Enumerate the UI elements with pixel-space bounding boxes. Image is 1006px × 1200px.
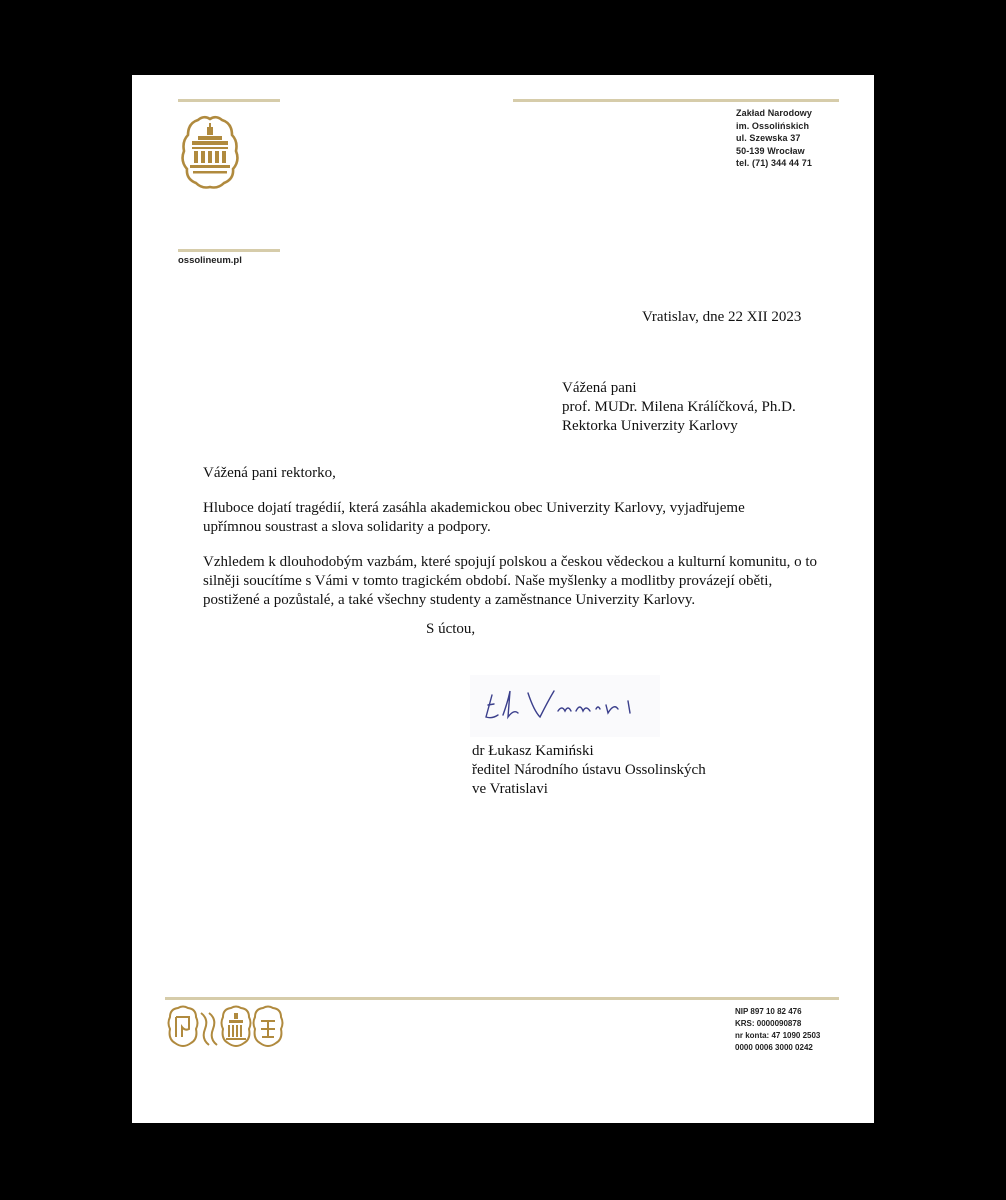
paragraph: Hluboce dojatí tragédií, která zasáhla akademickou obec Univerzity Karlovy, vyjadřujeme upřímnou soustrast a slova solidarity a podpory.	[203, 500, 745, 535]
website-link[interactable]: ossolineum.pl	[178, 255, 242, 266]
paragraph: Vzhledem k dlouhodobým vazbám, které spojují polskou a českou vědeckou a kulturní komunitu, o to silněji soucítíme s Vámi v tomto tragickém období. Naše myšlenky a modlitby provázejí oběti, postižené a pozůstalé, a také všechny studenty a zaměstnance Univerzity Karlovy.	[203, 554, 818, 608]
footer-rule	[165, 997, 839, 1000]
signer-block	[472, 742, 706, 799]
ossolineum-footer-emblems-icon	[165, 1005, 287, 1051]
date-line: Vratislav, dne 22 XII 2023	[642, 309, 802, 325]
recipient-line: Vážená pani	[562, 380, 637, 396]
signer-line: ředitel Národního ústavu Ossolinských	[472, 762, 706, 778]
website-rule	[178, 249, 280, 252]
signature-icon	[470, 675, 660, 737]
signer-line: dr Łukasz Kamiński	[472, 743, 594, 759]
ossolineum-logo-icon	[178, 111, 242, 193]
registration-info	[735, 1006, 820, 1054]
registration-line: NIP 897 10 82 476	[735, 1007, 802, 1016]
address-line: im. Ossolińskich	[736, 120, 810, 131]
recipient-block	[562, 379, 796, 436]
signer-line: ve Vratislavi	[472, 781, 548, 797]
registration-line: 0000 0006 3000 0242	[735, 1043, 813, 1052]
address-line: 50-139 Wrocław	[736, 145, 805, 156]
address-line: ul. Szewska 37	[736, 133, 801, 143]
address-line: tel. (71) 344 44 71	[736, 158, 812, 168]
address-line: Zakład Narodowy	[736, 108, 813, 118]
registration-line: KRS: 0000090878	[735, 1019, 802, 1028]
institution-address	[736, 107, 812, 170]
recipient-line: Rektorka Univerzity Karlovy	[562, 418, 738, 434]
top-left-rule	[178, 99, 280, 102]
closing: S úctou,	[426, 621, 476, 637]
top-right-rule	[513, 99, 839, 102]
salutation: Vážená pani rektorko,	[203, 465, 336, 481]
recipient-line: prof. MUDr. Milena Králíčková, Ph.D.	[562, 399, 796, 415]
letter-page	[132, 75, 874, 1123]
registration-line: nr konta: 47 1090 2503	[735, 1031, 821, 1040]
